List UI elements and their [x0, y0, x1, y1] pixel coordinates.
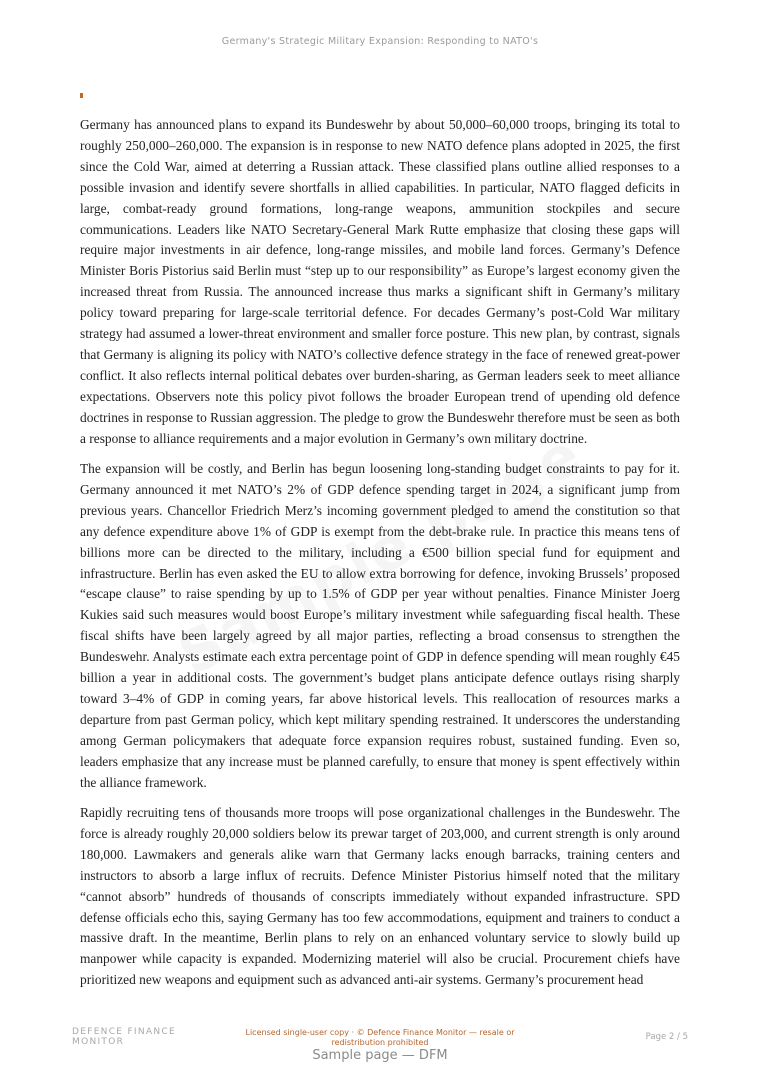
- accent-mark: [80, 93, 83, 98]
- footer-license-notice: Licensed single-user copy · © Defence Finance Monitor — resale or redistribution prohibited: [245, 1028, 515, 1047]
- article-body: [80, 115, 680, 1001]
- body-paragraph: Germany has announced plans to expand its Bundeswehr by about 50,000–60,000 troops, bringing its total to roughly 250,000–260,000. The expansion is in response to new NATO defence plans adopted in 2025, the first since the Cold War, aimed at deterring a Russian attack. These classified plans outline allied responses to a possible invasion and identify severe shortfalls in allied capabilities. In particular, NATO flagged deficits in large, combat-ready ground formations, long-range weapons, ammunition stockpiles and secure communications. Leaders like NATO Secretary-General Mark Rutte emphasize that closing these gaps will require major investments in air defence, long-range missiles, and mobile land forces. Germany’s Defence Minister Boris Pistorius said Berlin must “step up to our responsibility” as Europe’s largest economy given the increased threat from Russia. The announced increase thus marks a significant shift in Germany’s military policy toward preparing for large-scale territorial defence. For decades Germany’s post-Cold War military strategy had assumed a lower-threat environment and smaller force posture. This new plan, by contrast, signals that Germany is aligning its policy with NATO’s collective defence strategy in the face of renewed great-power conflict. It also reflects internal political debates over burden-sharing, as German leaders seek to meet alliance expectations. Observers note this policy pivot follows the broader European trend of upending old defence doctrines in response to Russian aggression. The pledge to grow the Bundeswehr therefore must be seen as both a response to alliance requirements and a major evolution in Germany’s own military doctrine.: [80, 117, 680, 446]
- footer-brand: DEFENCE FINANCE MONITOR: [72, 1027, 176, 1047]
- sample-banner: Sample page — DFM: [312, 1048, 448, 1063]
- body-paragraph: The expansion will be costly, and Berlin has begun loosening long-standing budget constraints to pay for it. Germany announced it met NATO’s 2% of GDP defence spending target in 2024, a significant jump from previous years. Chancellor Friedrich Merz’s incoming government pledged to amend the constitution so that any defence expenditure above 1% of GDP is exempt from the debt-brake rule. In practice this means tens of billions more can be directed to the military, including a €500 billion special fund for equipment and infrastructure. Berlin has even asked the EU to allow extra borrowing for defence, invoking Brussels’ proposed “escape clause” to raise spending by up to 1.5% of GDP per year without penalties. Finance Minister Joerg Kukies said such measures would boost Europe’s military investment while safeguarding fiscal health. These fiscal shifts have been largely agreed by all major parties, reflecting a broad consensus to strengthen the Bundeswehr. Analysts estimate each extra percentage point of GDP in defence spending will mean roughly €45 billion a year in additional costs. The government’s budget plans anticipate defence outlays rising sharply toward 3–4% of GDP in coming years, far above historical levels. This reallocation of resources marks a departure from past German policy, which kept military spending restrained. It underscores the understanding among German policymakers that adequate force expansion requires robust, sustained funding. Even so, leaders emphasize that any increase must be planned carefully, to ensure that money is spent effectively within the alliance framework.: [80, 461, 680, 790]
- running-header: Germany's Strategic Military Expansion: Responding to NATO's: [221, 36, 539, 47]
- page-number: Page 2 / 5: [645, 1032, 688, 1042]
- body-paragraph: Rapidly recruiting tens of thousands more troops will pose organizational challenges in the Bundeswehr. The force is already roughly 20,000 soldiers below its prewar target of 203,000, and current strength is only around 180,000. Lawmakers and generals alike warn that Germany lacks enough barracks, training centers and instructors to absorb a large influx of recruits. Defence Minister Pistorius himself noted that the military “cannot absorb” hundreds of thousands of conscripts immediately without expanded infrastructure. SPD defense officials echo this, saying Germany has too few accommodations, equipment and trainers to conduct a massive draft. In the meantime, Berlin plans to rely on an enhanced voluntary service to slowly build up manpower while capacity is expanded. Modernizing materiel will also be crucial. Procurement chiefs have prioritized new weapons and equipment such as advanced anti-air systems. Germany’s procurement head: [80, 805, 680, 988]
